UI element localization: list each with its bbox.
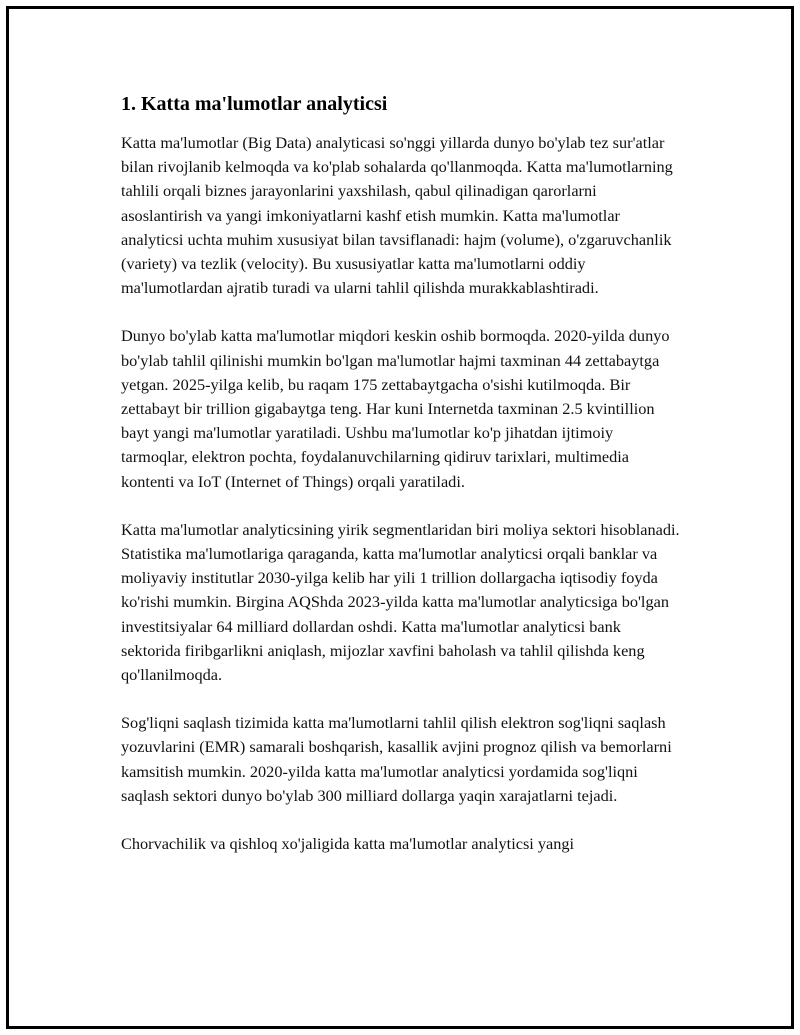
section-heading: 1. Katta ma'lumotlar analyticsi — [121, 93, 388, 115]
document-page — [6, 6, 794, 1029]
paragraph-1: Katta ma'lumotlar (Big Data) analyticasi so'nggi yillarda dunyo bo'ylab tez sur'atlar bilan rivojlanib kelmoqda va ko'plab sohalarda qo'llanmoqda. Katta ma'lumotlarning tahlili orqali biznes jarayonlarini yaxshilash, qabul qilinadigan qarorlarni asoslantirish va yangi imkoniyatlarni kashf etish mumkin. Katta ma'lumotlar analyticsi uchta muhim xususiyat bilan tavsiflanadi: hajm (volume), o'zgaruvchanlik (variety) va tezlik (velocity). Bu xususiyatlar katta ma'lumotlarni oddiy ma'lumotlardan ajratib turadi va ularni tahlil qilishda murakkablashtiradi. — [121, 133, 673, 298]
paragraph-4: Sog'liqni saqlash tizimida katta ma'lumotlarni tahlil qilish elektron sog'liqni saqlash yozuvlarini (EMR) samarali boshqarish, kasallik avjini prognoz qilish va bemorlarni kamsitish mumkin. 2020-yilda katta ma'lumotlar analyticsi yordamida sog'liqni saqlash sektori dunyo bo'ylab 300 milliard dollarga yaqin xarajatlarni tejadi. — [121, 713, 672, 805]
document-content — [121, 91, 681, 880]
paragraph-2: Dunyo bo'ylab katta ma'lumotlar miqdori keskin oshib bormoqda. 2020-yilda dunyo bo'ylab tahlil qilinishi mumkin bo'lgan ma'lumotlar hajmi taxminan 44 zettabaytga yetgan. 2025-yilga kelib, bu raqam 175 zettabaytgacha o'sishi kutilmoqda. Bir zettabayt bir trillion gigabaytga teng. Har kuni Internetda taxminan 2.5 kvintillion bayt yangi ma'lumotlar yaratiladi. Ushbu ma'lumotlar ko'p jihatdan ijtimoiy tarmoqlar, elektron pochta, foydalanuvchilarning qidiruv tarixlari, multimedia kontenti va IoT (Internet of Things) orqali yaratiladi. — [121, 326, 670, 491]
paragraph-5: Chorvachilik va qishloq xo'jaligida katta ma'lumotlar analyticsi yangi — [121, 834, 575, 854]
paragraph-3: Katta ma'lumotlar analyticsining yirik segmentlaridan biri moliya sektori hisoblanadi. Statistika ma'lumotlariga qaraganda, katta ma'lumotlar analyticsi orqali banklar va moliyaviy institutlar 2030-yilga kelib har yili 1 trillion dollargacha iqtisodiy foyda ko'rishi mumkin. Birgina AQShda 2023-yilda katta ma'lumotlar analyticsiga bo'lgan investitsiyalar 64 milliard dollardan oshdi. Katta ma'lumotlar analyticsi bank sektorida firibgarlikni aniqlash, mijozlar xavfini baholash va tahlil qilishda keng qo'llanilmoqda. — [121, 519, 680, 685]
